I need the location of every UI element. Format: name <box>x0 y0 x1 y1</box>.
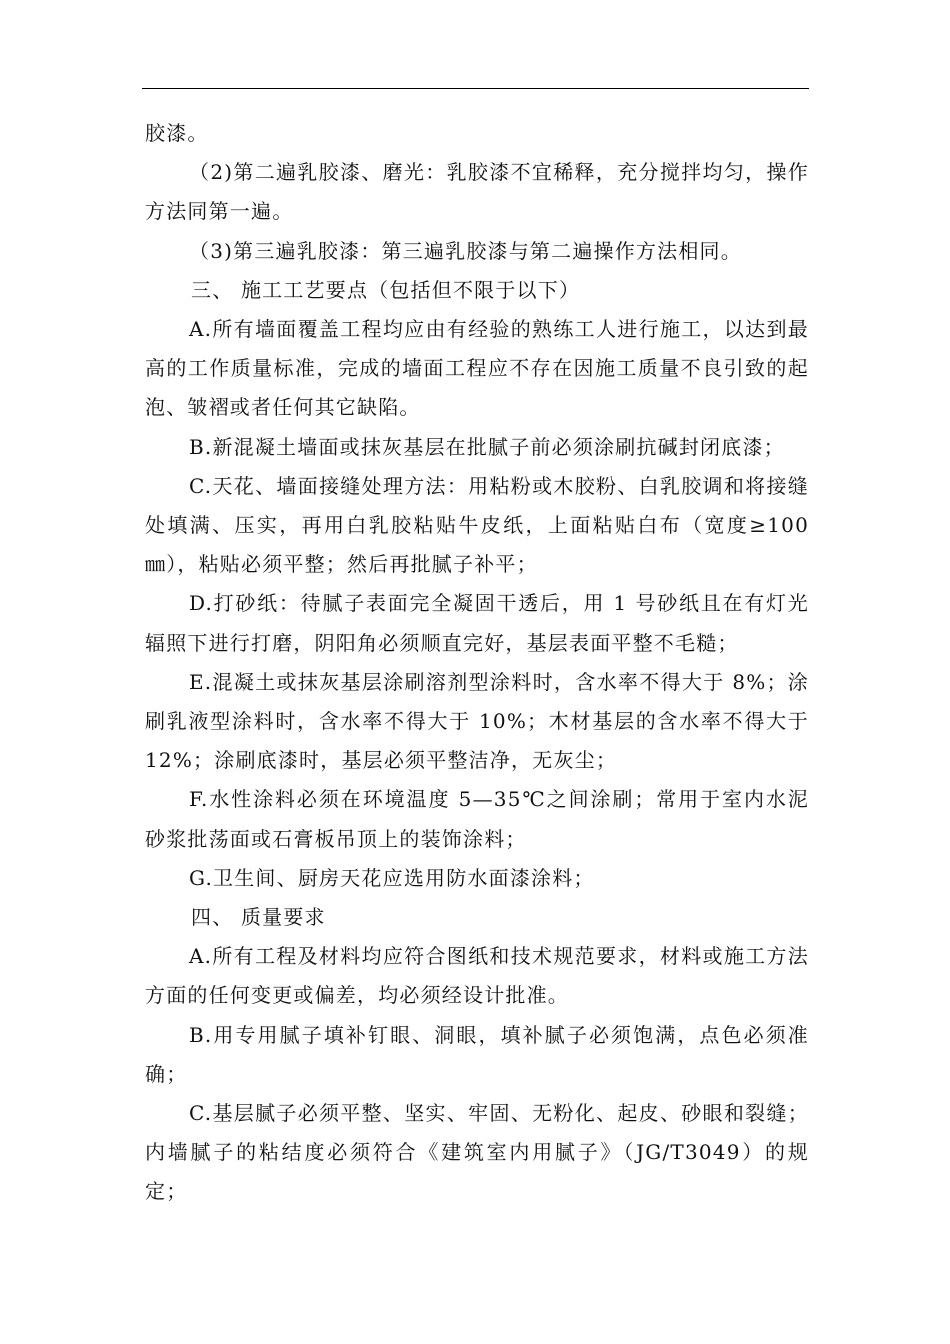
paragraph-quality-a: A.所有工程及材料均应符合图纸和技术规范要求，材料或施工方法方面的任何变更或偏差，均必须经设计批准。 <box>145 944 809 1008</box>
section-heading-quality-requirements: 四、 质量要求 <box>191 905 326 930</box>
paragraph-item-a: A.所有墙面覆盖工程均应由有经验的熟练工人进行施工，以达到最高的工作质量标准，完成的墙面工程应不存在因施工质量不良引致的起泡、皱褶或者任何其它缺陷。 <box>145 317 809 420</box>
paragraph-item-e: E.混凝土或抹灰基层涂刷溶剂型涂料时，含水率不得大于 8%；涂刷乳液型涂料时，含水率不得大于 10%；木材基层的含水率不得大于 12%；涂刷底漆时，基层必须平整洁净，无灰尘； <box>145 669 809 773</box>
paragraph-step-3: （3)第三遍乳胶漆：第三遍乳胶漆与第二遍操作方法相同。 <box>189 238 742 263</box>
paragraph-item-c: C.天花、墙面接缝处理方法：用粘粉或木胶粉、白乳胶调和将接缝处填满、压实，再用白乳胶粘贴牛皮纸，上面粘贴白布（宽度≥100㎜），粘贴必须平整；然后再批腻子补平； <box>145 473 809 577</box>
paragraph-item-b: B.新混凝土墙面或抹灰基层在批腻子前必须涂刷抗碱封闭底漆； <box>189 434 785 459</box>
paragraph-continuation: 胶漆。 <box>145 121 209 145</box>
paragraph-item-g: G.卫生间、厨房天花应选用防水面漆涂料； <box>189 865 595 890</box>
paragraph-item-f: F.水性涂料必须在环境温度 5—35℃之间涂刷；常用于室内水泥砂浆批荡面或石膏板吊顶上的装饰涂料； <box>145 787 809 851</box>
section-heading-construction-points: 三、 施工工艺要点（包括但不限于以下） <box>191 277 581 302</box>
header-rule <box>142 88 809 89</box>
paragraph-quality-c: C.基层腻子必须平整、坚实、牢固、无粉化、起皮、砂眼和裂缝；内墙腻子的粘结度必须符合《建筑室内用腻子》（JG/T3049）的规定； <box>145 1101 809 1204</box>
document-body <box>145 114 809 1212</box>
paragraph-quality-b: B.用专用腻子填补钉眼、洞眼，填补腻子必须饱满，点色必须准确； <box>145 1022 809 1086</box>
paragraph-item-d: D.打砂纸：待腻子表面完全凝固干透后，用 1 号砂纸且在有灯光辐照下进行打磨，阴阳角必须顺直完好，基层表面平整不毛糙； <box>145 591 809 655</box>
paragraph-step-2: （2)第二遍乳胶漆、磨光：乳胶漆不宜稀释，充分搅拌均匀，操作方法同第一遍。 <box>145 160 809 224</box>
